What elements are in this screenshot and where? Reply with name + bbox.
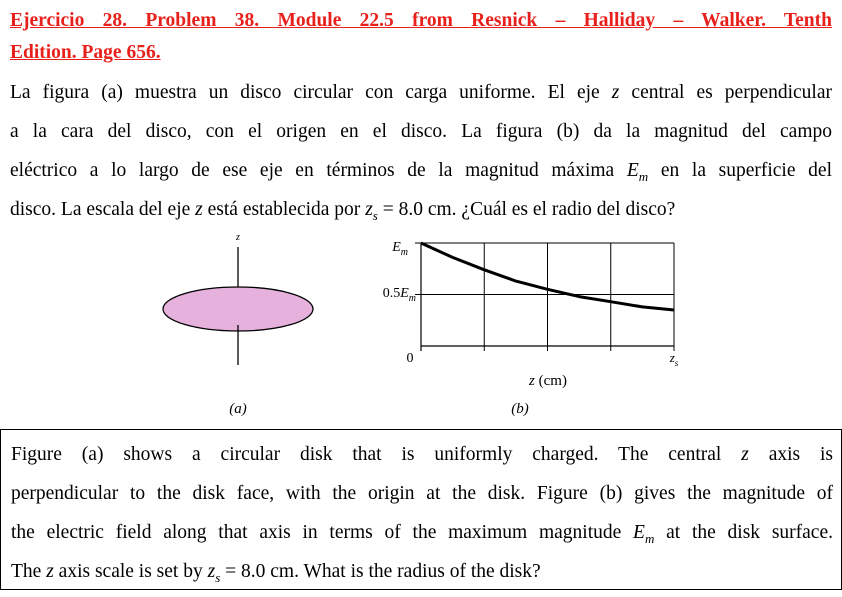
spanish-line-3: eléctrico a lo largo de ese eje en términos de la magnitud máxima $E_m$ en la superficie del	[10, 160, 832, 184]
charged-disk	[163, 287, 313, 331]
spanish-statement	[10, 73, 832, 229]
figure-b-chart	[383, 240, 679, 417]
spanish-line-2: a la cara del disco, con el origen en el disco. La figura (b) da la magnitud del campo	[10, 121, 832, 142]
english-line-1: Figure (a) shows a circular disk that is uniformly charged. The central z axis is	[11, 444, 833, 465]
x-axis-label: z (cm)	[529, 373, 567, 389]
english-line-4: The z axis scale is set by $z_s = 8.0$ cm. What is the radius of the disk?	[11, 561, 541, 585]
figure-b-caption: (b)	[511, 401, 529, 417]
x-tick-label-zs: $z_s$	[669, 350, 679, 368]
english-line-2: perpendicular to the disk face, with the origin at the disk. Figure (b) gives the magnitude of	[11, 483, 833, 504]
figures	[0, 225, 842, 430]
x-tick-label-origin: 0	[406, 351, 414, 366]
figures-svg	[0, 225, 842, 430]
y-tick-label-half: $0.5E_m$	[382, 286, 416, 304]
exercise-title	[10, 2, 832, 40]
figure-a-axis-label: z	[236, 232, 240, 243]
spanish-line-4: disco. La escala del eje z está establecida por $z_s = 8.0$ cm. ¿Cuál es el radio del disco?	[10, 199, 676, 223]
exercise-title-line1: Ejercicio 28. Problem 38. Module 22.5 from Resnick – Halliday – Walker. Tenth	[10, 10, 832, 31]
exercise-title-line2: Edition. Page 656.	[10, 42, 161, 63]
spanish-line-1: La figura (a) muestra un disco circular con carga uniforme. El eje z central es perpendicular	[10, 82, 832, 103]
figure-a	[163, 232, 313, 417]
figure-a-caption: (a)	[229, 401, 247, 417]
english-statement-box	[0, 429, 842, 590]
y-tick-label-max: $E_m$	[392, 240, 408, 258]
english-line-3: the electric field along that axis in terms of the maximum magnitude $E_m$ at the disk surface.	[11, 522, 833, 546]
english-statement	[11, 435, 833, 591]
